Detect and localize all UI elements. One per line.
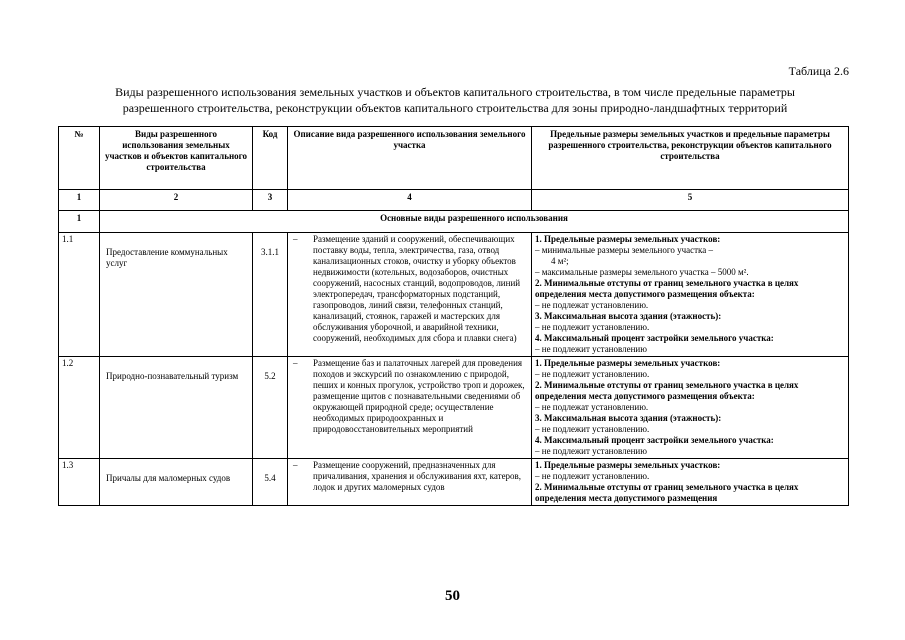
parameter-heading: 1. Предельные размеры земельных участков: — [535, 460, 721, 470]
column-number: 4 — [288, 190, 532, 211]
parameter-heading: 4. Максимальный процент застройки земельного участка: — [535, 333, 774, 343]
parameter-heading: 1. Предельные размеры земельных участков: — [535, 358, 721, 368]
description-list — [291, 234, 528, 344]
section-row — [59, 211, 849, 233]
row-number: 1.3 — [59, 459, 100, 506]
parameter-value: – не подлежат установлению. — [535, 402, 649, 412]
section-title: Основные виды разрешенного использования — [100, 211, 849, 233]
row-number: 1.1 — [59, 233, 100, 357]
column-number: 5 — [532, 190, 849, 211]
parameter-heading: 3. Максимальная высота здания (этажность): — [535, 413, 722, 423]
row-use-type: Природно-познавательный туризм — [100, 357, 253, 459]
column-number: 1 — [59, 190, 100, 211]
title-line-2: разрешенного строительства, реконструкции объектов капитального строительства для зоны природно-ландшафтных территорий — [122, 101, 788, 115]
table-row — [59, 357, 849, 459]
parameter-heading: 2. Минимальные отступы от границ земельного участка в целях определения места допустимого размещения объекта: — [535, 380, 799, 401]
header-type: Виды разрешенного использования земельных участков и объектов капитального строительства — [100, 127, 253, 190]
header-row — [59, 127, 849, 190]
parameter-value: – не подлежит установлению. — [535, 471, 650, 481]
row-code: 3.1.1 — [253, 233, 288, 357]
title-line-1: Виды разрешенного использования земельных участков и объектов капитального строительства, в том числе предельные параметры — [115, 85, 795, 99]
list-marker: – — [293, 358, 298, 368]
parameter-value: – максимальные размеры земельного участка – 5000 м². — [535, 267, 749, 277]
header-params: Предельные размеры земельных участков и предельные параметры разрешенного строительства, реконструкции объектов капитального строительства — [532, 127, 849, 190]
description-list — [291, 358, 528, 435]
parameter-value: – не подлежит установлению. — [535, 369, 650, 379]
parameter-value: – не подлежит установлению. — [535, 424, 650, 434]
table-row — [59, 459, 849, 506]
parameter-value: – не подлежит установлению. — [535, 322, 650, 332]
row-description — [288, 357, 532, 459]
page-number: 50 — [445, 588, 460, 604]
column-number: 3 — [253, 190, 288, 211]
row-code: 5.4 — [253, 459, 288, 506]
parameter-heading: 3. Максимальная высота здания (этажность): — [535, 311, 722, 321]
header-code: Код — [253, 127, 288, 190]
row-parameters — [532, 357, 849, 459]
row-description — [288, 459, 532, 506]
row-use-type: Причалы для маломерных судов — [100, 459, 253, 506]
table-row — [59, 233, 849, 357]
parameter-heading: 4. Максимальный процент застройки земельного участка: — [535, 435, 774, 445]
parameter-heading: 2. Минимальные отступы от границ земельного участка в целях определения места допустимого размещения — [535, 482, 799, 503]
header-num: № — [59, 127, 100, 190]
column-number-row — [59, 190, 849, 211]
parameter-heading: 1. Предельные размеры земельных участков: — [535, 234, 721, 244]
description-item — [291, 358, 528, 435]
parameter-value: 4 м²; — [551, 256, 569, 266]
parameter-value: – не подлежит установлению — [535, 446, 647, 456]
list-marker: – — [293, 460, 298, 470]
parameter-value: – не подлежит установлению — [535, 344, 647, 354]
row-code: 5.2 — [253, 357, 288, 459]
list-marker: – — [293, 234, 298, 244]
description-list — [291, 460, 528, 493]
document-title — [60, 84, 850, 116]
description-item — [291, 460, 528, 493]
parameter-value: – минимальные размеры земельного участка – — [535, 245, 714, 255]
row-description — [288, 233, 532, 357]
parameter-value: – не подлежат установлению. — [535, 300, 649, 310]
description-text: Размещение баз и палаточных лагерей для проведения походов и экскурсий по ознакомлению с природой, пеших и конных прогулок, устройство троп и дорожек, размещение щитов с познавательными сведениями об окружающей природной среде; осуществление необходимых природоохранных и природовосстановительных мероприятий — [313, 358, 525, 434]
row-use-type: Предоставление коммунальных услуг — [100, 233, 253, 357]
description-text: Размещение зданий и сооружений, обеспечивающих поставку воды, тепла, электричества, газа, отвод канализационных стоков, очистку и уборку объектов недвижимости (котельных, водозаборов, очистных сооружений, насосных станций, водопроводов, линий электропередач, трансформаторных подстанций, газопроводов, линий связи, телефонных станций, канализаций, стоянок, гаражей и мастерских для обслуживания уборочной, и аварийной техники, сооружений, необходимых для сбора и плавки снега) — [313, 234, 521, 343]
description-item — [291, 234, 528, 344]
row-parameters — [532, 459, 849, 506]
table-label: Таблица 2.6 — [788, 64, 849, 78]
row-parameters — [532, 233, 849, 357]
land-use-table — [58, 126, 849, 506]
parameter-heading: 2. Минимальные отступы от границ земельного участка в целях определения места допустимого размещения объекта: — [535, 278, 799, 299]
row-number: 1.2 — [59, 357, 100, 459]
section-number: 1 — [59, 211, 100, 233]
header-desc: Описание вида разрешенного использования земельного участка — [288, 127, 532, 190]
column-number: 2 — [100, 190, 253, 211]
description-text: Размещение сооружений, предназначенных для причаливания, хранения и обслуживания яхт, катеров, лодок и других маломерных судов — [313, 460, 522, 492]
